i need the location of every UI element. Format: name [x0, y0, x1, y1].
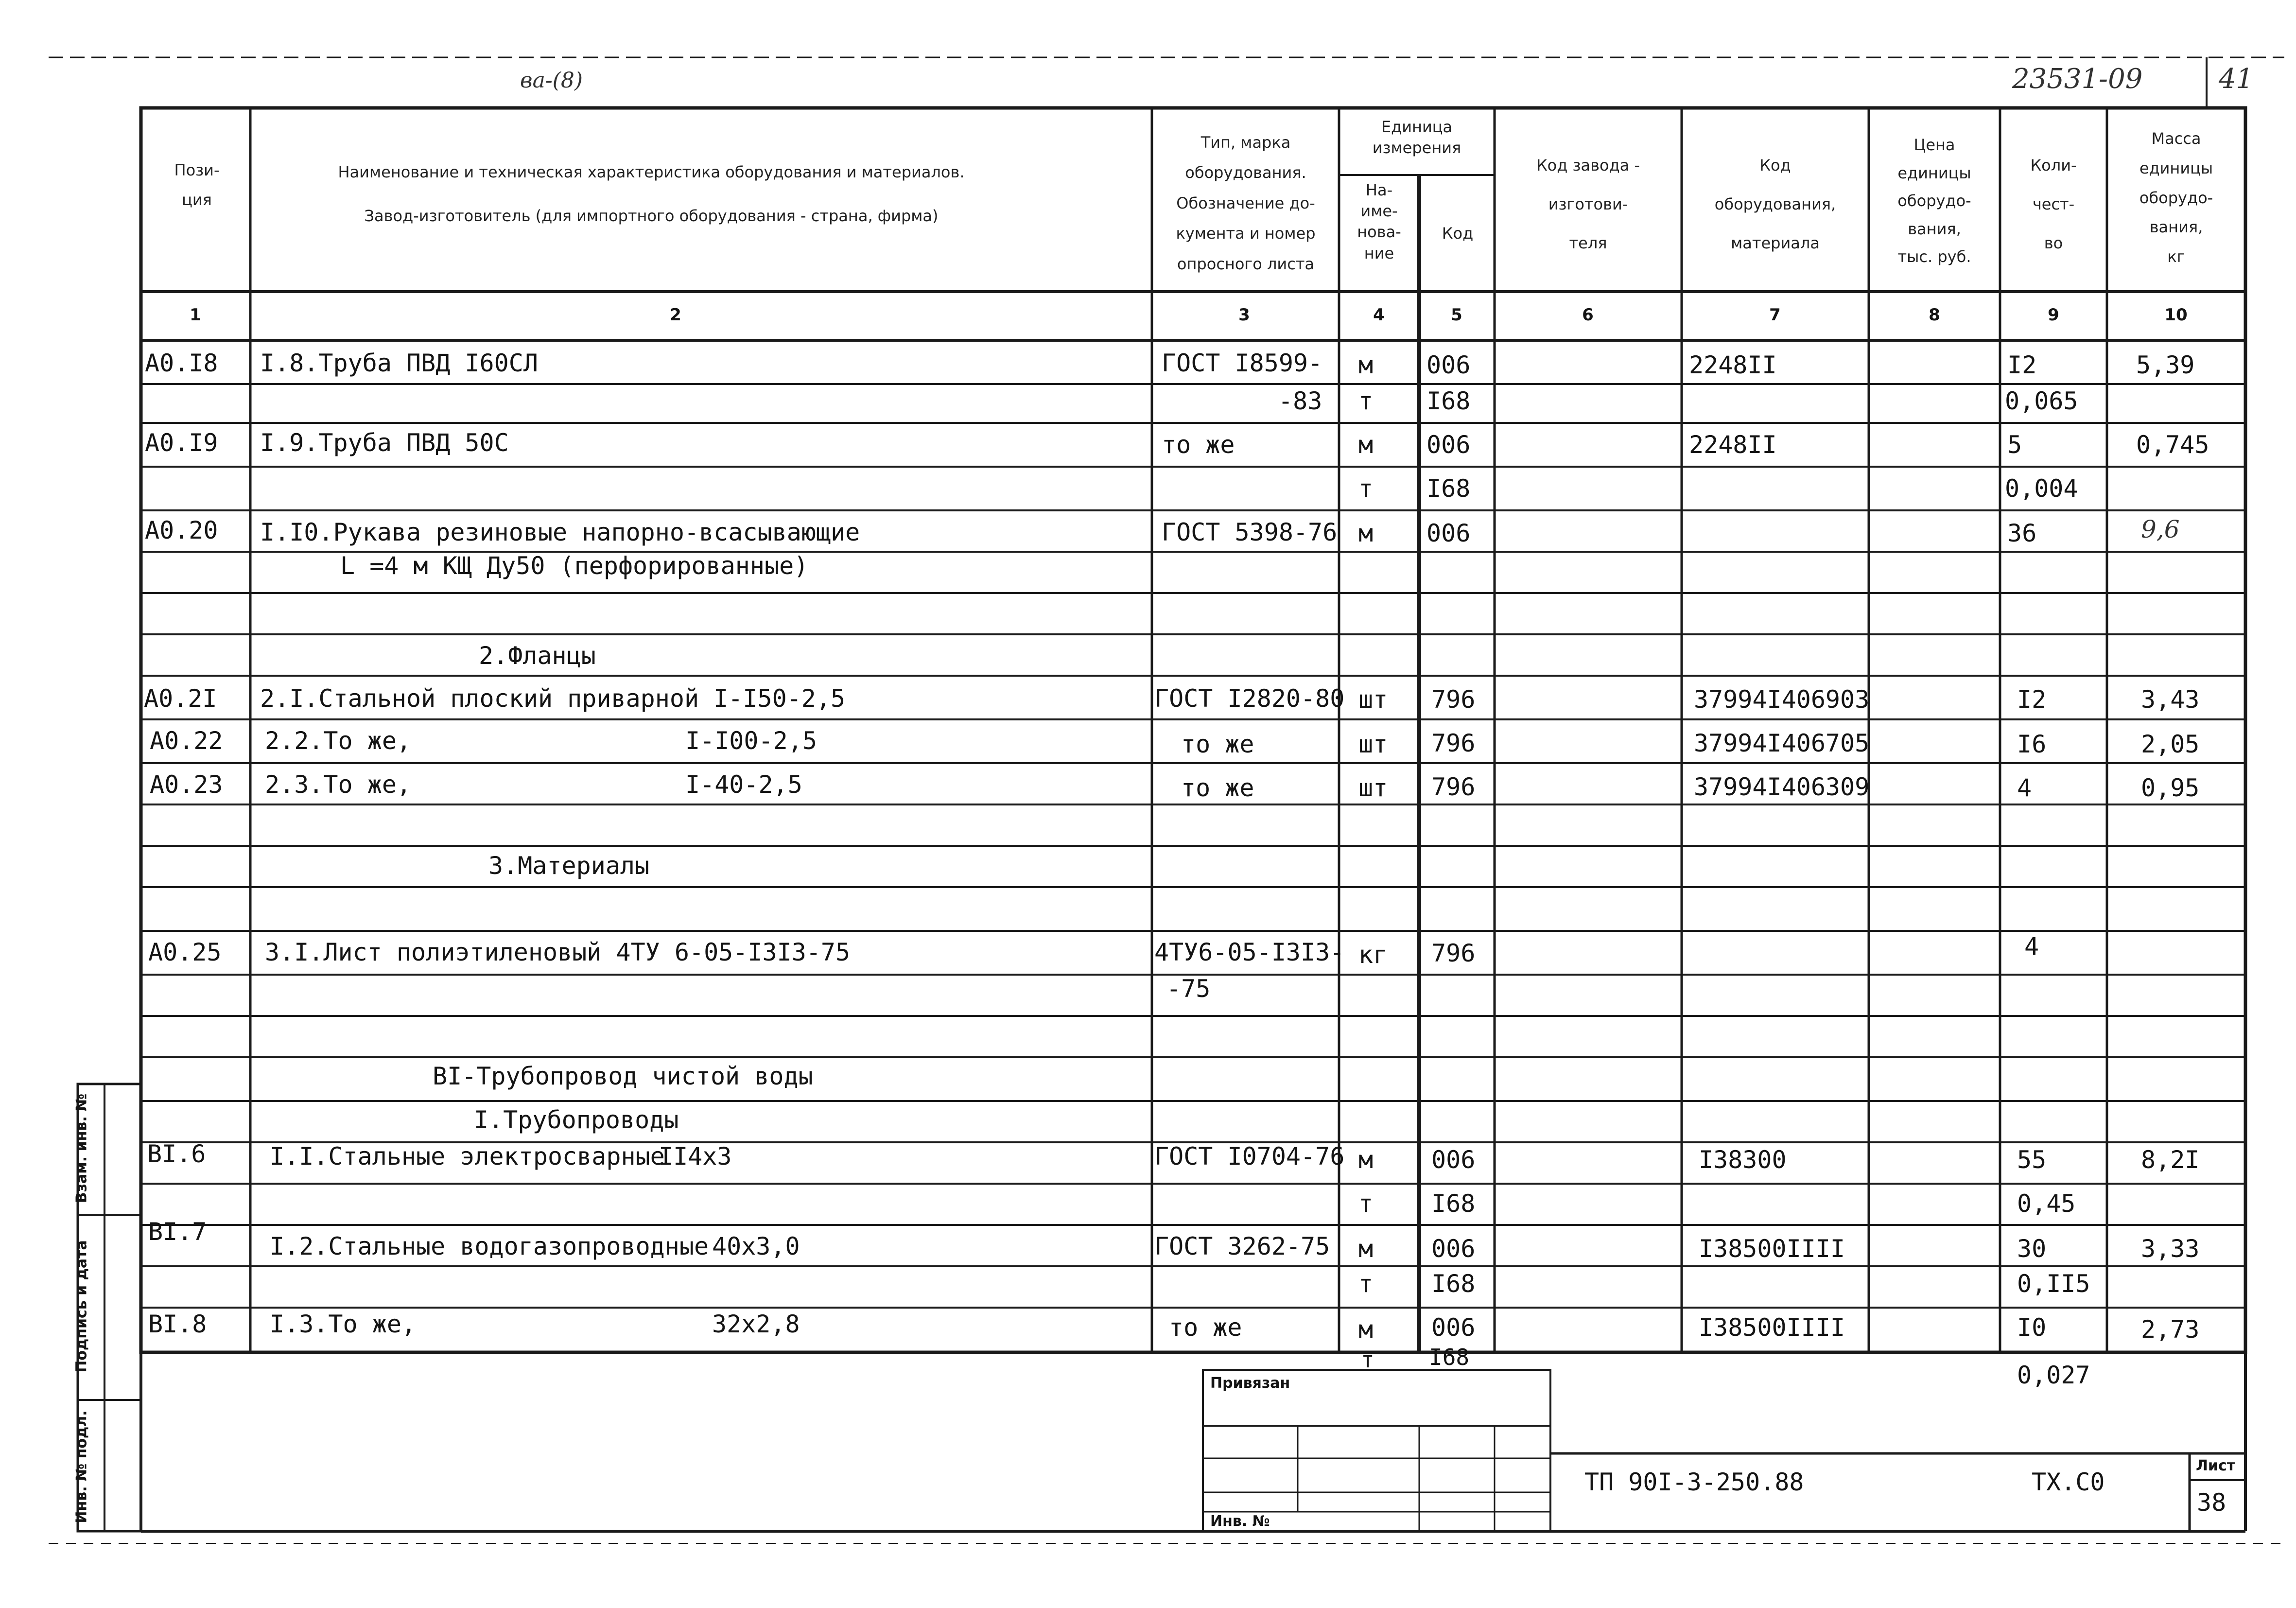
cell-material-code: 37994I406705: [1694, 729, 1870, 757]
cell-unit: м: [1358, 1235, 1374, 1263]
stamp-inv-label: Инв. №: [1210, 1513, 1270, 1530]
cell-qty: 4: [2017, 774, 2032, 802]
side-label-podpis: Подпись и дата: [73, 1240, 90, 1373]
cell-unit: шт: [1358, 685, 1388, 714]
cell-unit-code: I68: [1429, 1344, 1470, 1370]
header-mass: Масса единицы оборудо- вания, кг: [2139, 129, 2213, 266]
cell-unit: м: [1358, 431, 1374, 459]
cell-type: то же: [1162, 431, 1235, 459]
cell-type: 4ТУ6-05-I3I3-: [1154, 938, 1345, 966]
cell-name: 2.3.То же,: [265, 770, 412, 799]
cell-type: ГОСТ I8599-: [1162, 349, 1323, 377]
cell-mass: 8,2I: [2141, 1146, 2200, 1174]
cell-name: I.I.Стальные электросварные: [270, 1142, 665, 1171]
cell-mass: 3,33: [2141, 1235, 2200, 1263]
section-title: ВI-Трубопровод чистой воды: [433, 1062, 813, 1090]
cell-mass: 2,73: [2141, 1315, 2200, 1344]
cell-material-code: 37994I406903: [1694, 685, 1870, 714]
cell-type: -75: [1166, 975, 1211, 1003]
col-number-6: 6: [1582, 305, 1594, 325]
cell-name: I.I0.Рукава резиновые напорно-всасывающие: [260, 518, 860, 546]
cell-unit: шт: [1358, 730, 1388, 758]
cell-unit-code: 006: [1431, 1235, 1476, 1263]
cell-position: А0.25: [148, 938, 222, 966]
cell-qty: 4: [2024, 932, 2039, 961]
section-title: I.Трубопроводы: [474, 1106, 679, 1134]
cell-unit: кг: [1358, 941, 1388, 969]
document-mark: ТХ.С0: [2032, 1468, 2105, 1496]
col-number-3: 3: [1238, 305, 1250, 325]
header-factory: Код завода - изготови- теля: [1536, 156, 1640, 252]
sheet-label: Лист: [2196, 1457, 2236, 1474]
col-number-9: 9: [2048, 305, 2059, 325]
cell-name: 3.I.Лист полиэтиленовый 4ТУ 6-05-I3I3-75: [265, 938, 851, 966]
cell-unit-code: 796: [1431, 729, 1476, 757]
cell-material-code: I38500IIII: [1699, 1235, 1845, 1263]
cell-unit-code: I68: [1431, 1189, 1476, 1218]
cell-name: I.2.Стальные водогазопроводные: [270, 1232, 709, 1260]
cell-position: А0.I8: [145, 349, 218, 377]
cell-type: ГОСТ 3262-75: [1154, 1232, 1330, 1260]
cell-type: ГОСТ I2820-80: [1154, 684, 1345, 713]
col-number-1: 1: [190, 305, 201, 325]
col-number-8: 8: [1929, 305, 1940, 325]
cell-unit-code: 006: [1431, 1146, 1476, 1174]
cell-mass: 3,43: [2141, 685, 2200, 714]
cell-qty: I2: [2007, 351, 2037, 379]
header-unit-code: Код: [1442, 224, 1474, 243]
cell-qty: 0,45: [2017, 1189, 2076, 1218]
col-number-2: 2: [670, 305, 681, 325]
cell-type: то же: [1181, 774, 1254, 802]
cell-position: А0.2I: [144, 684, 217, 713]
cell-name: I.9.Труба ПВД 50С: [260, 429, 509, 457]
cell-unit: т: [1358, 1189, 1374, 1218]
side-label-vzam: Взам. инв. №: [73, 1093, 90, 1204]
cell-unit-code: 796: [1431, 939, 1476, 967]
cell-name-size: 40х3,0: [712, 1232, 800, 1260]
cell-mass: 9,6: [2141, 515, 2180, 543]
cell-position: А0.20: [145, 516, 218, 544]
top-left-mark: ва-(8): [520, 68, 583, 93]
col-number-4: 4: [1373, 305, 1385, 325]
cell-unit-code: 006: [1426, 431, 1471, 459]
cell-qty: 36: [2007, 519, 2037, 547]
cell-unit-code: 006: [1431, 1313, 1476, 1342]
cell-qty: 0,004: [2005, 474, 2078, 503]
header-unit-name: На- име- нова- ние: [1357, 181, 1401, 262]
cell-name: 2.2.То же,: [265, 727, 412, 755]
cell-type: ГОСТ I0704-76: [1154, 1142, 1345, 1171]
cell-unit-code: I68: [1426, 474, 1471, 503]
cell-type: то же: [1169, 1313, 1242, 1342]
cell-name-size: I-40-2,5: [685, 770, 802, 799]
col-number-7: 7: [1769, 305, 1781, 325]
cell-unit-code: 006: [1426, 519, 1471, 547]
cell-qty: 5: [2007, 431, 2022, 459]
cell-material-code: I38300: [1699, 1146, 1787, 1174]
cell-material-code: 2248II: [1689, 431, 1777, 459]
sheet-number: 38: [2197, 1488, 2226, 1517]
section-title: 3.Материалы: [488, 852, 650, 880]
header-position: Пози- ция: [174, 161, 220, 209]
cell-qty: 0,027: [2017, 1361, 2090, 1389]
cell-position: ВI.8: [148, 1310, 207, 1338]
cell-position: А0.I9: [145, 429, 218, 457]
cell-name: 2.I.Стальной плоский приварной I-I50-2,5: [260, 684, 846, 713]
cell-unit-code: 796: [1431, 773, 1476, 801]
cell-qty: I6: [2017, 730, 2047, 758]
cell-unit: м: [1358, 519, 1374, 547]
cell-mass: 2,05: [2141, 730, 2200, 758]
side-label-inv-podl: Инв. № подл.: [73, 1410, 90, 1523]
cell-name-size: 32х2,8: [712, 1310, 800, 1338]
cell-type: -83: [1278, 387, 1322, 415]
cell-unit: шт: [1358, 774, 1388, 802]
cell-qty: I2: [2017, 685, 2047, 714]
cell-name: I.3.То же,: [270, 1310, 417, 1338]
cell-mass: 0,745: [2136, 431, 2209, 459]
cell-position: ВI.6: [147, 1140, 206, 1168]
header-price: Цена единицы оборудо- вания, тыс. руб.: [1897, 136, 1971, 266]
cell-mass: 5,39: [2136, 351, 2195, 379]
header-unit: Единица измерения: [1372, 118, 1461, 157]
cell-mass: 0,95: [2141, 774, 2200, 802]
cell-unit-code: 796: [1431, 685, 1476, 714]
cell-name: L =4 м КЩ Ду50 (перфорированные): [340, 552, 809, 580]
stamp-privyazan-label: Привязан: [1210, 1375, 1290, 1392]
cell-material-code: 2248II: [1689, 351, 1777, 379]
cell-type: ГОСТ 5398-76: [1162, 518, 1338, 546]
col-number-10: 10: [2164, 305, 2188, 325]
cell-material-code: 37994I406309: [1694, 773, 1870, 801]
cell-type: то же: [1181, 730, 1254, 758]
page-corner-number: 41: [2219, 63, 2254, 95]
cell-qty: 0,II5: [2017, 1270, 2090, 1298]
cell-unit: м: [1358, 1315, 1374, 1344]
document-title: ТП 90I-3-250.88: [1584, 1468, 1804, 1496]
cell-name: I.8.Труба ПВД I60СЛ: [260, 349, 538, 377]
cell-qty: 30: [2017, 1235, 2047, 1263]
cell-material-code: I38500IIII: [1699, 1313, 1845, 1342]
document-code: 23531-09: [2012, 63, 2143, 95]
cell-unit: м: [1358, 1146, 1374, 1174]
cell-unit-code: I68: [1431, 1270, 1476, 1298]
cell-position: ВI.7: [148, 1218, 207, 1246]
header-code: Код оборудования, материала: [1714, 156, 1836, 252]
cell-qty: I0: [2017, 1313, 2047, 1342]
cell-unit-code: I68: [1426, 387, 1471, 415]
cell-unit: т: [1358, 1270, 1374, 1298]
header-type: Тип, марка оборудования. Обозначение до- кумента и номер опросного листа: [1176, 133, 1316, 273]
col-number-5: 5: [1451, 305, 1462, 325]
cell-unit-code: 006: [1426, 351, 1471, 379]
cell-qty: 0,065: [2005, 387, 2078, 415]
cell-position: А0.22: [150, 727, 223, 755]
cell-unit: м: [1358, 351, 1374, 379]
cell-unit: т: [1361, 1346, 1374, 1373]
cell-unit: т: [1358, 474, 1374, 503]
cell-position: А0.23: [150, 770, 223, 799]
cell-name-size: I-I00-2,5: [685, 727, 817, 755]
cell-unit: т: [1358, 387, 1374, 415]
cell-qty: 55: [2017, 1146, 2047, 1174]
cell-name-size: II4х3: [659, 1142, 732, 1171]
header-qty: Коли- чест- во: [2030, 156, 2077, 252]
section-title: 2.Фланцы: [479, 642, 596, 670]
header-name: Наименование и техническая характеристика оборудования и материалов. Завод-изготовитель (для импортного оборудования - страна, фирма): [338, 163, 965, 225]
